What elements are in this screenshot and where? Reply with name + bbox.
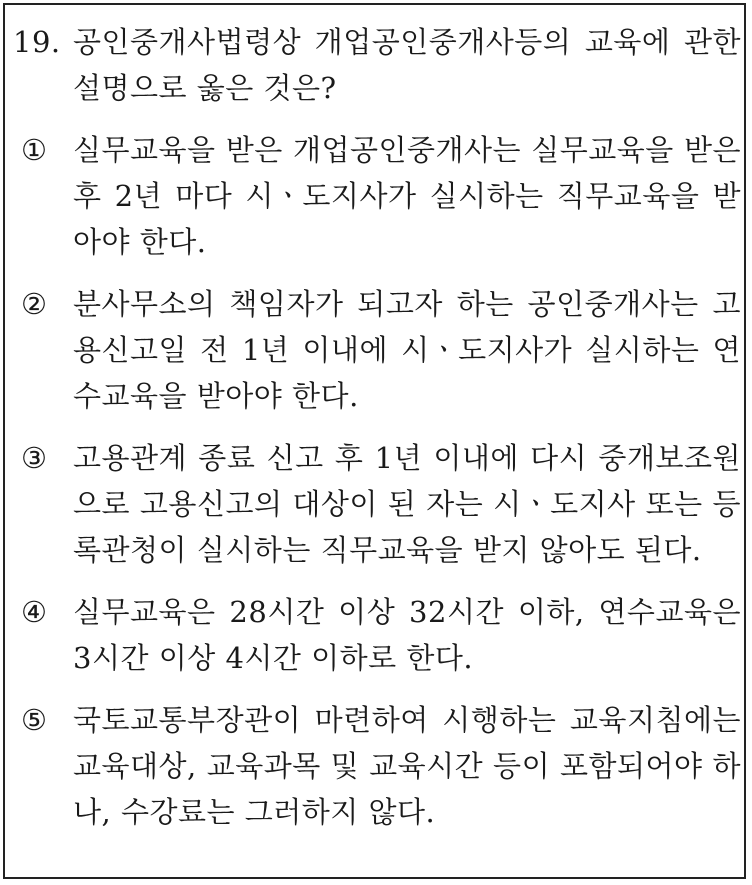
option-4[interactable] — [13, 589, 741, 681]
option-marker: ① — [21, 133, 48, 167]
question-stem — [13, 19, 741, 111]
option-text: 국토교통부장관이 마련하여 시행하는 교육지침에는 교육대상, 교육과목 및 교육시간 등이 포함되어야 하나, 수강료는 그러하지 않다. — [73, 703, 741, 829]
option-text: 분사무소의 책임자가 되고자 하는 공인중개사는 고용신고일 전 1년 이내에 시ㆍ도지사가 실시하는 연수교육을 받아야 한다. — [73, 287, 741, 413]
option-marker: ② — [21, 287, 48, 321]
option-3[interactable] — [13, 435, 741, 573]
question-frame — [3, 3, 746, 879]
option-marker: ③ — [21, 441, 48, 475]
option-marker: ④ — [21, 595, 48, 629]
option-text: 실무교육은 28시간 이상 32시간 이하, 연수교육은 3시간 이상 4시간 이하로 한다. — [73, 595, 741, 675]
question-text: 공인중개사법령상 개업공인중개사등의 교육에 관한 설명으로 옳은 것은? — [73, 25, 741, 105]
option-marker: ⑤ — [21, 703, 48, 737]
option-5[interactable] — [13, 697, 741, 835]
question-number: 19. — [13, 25, 61, 59]
option-2[interactable] — [13, 281, 741, 419]
question-content — [13, 19, 741, 851]
option-text: 실무교육을 받은 개업공인중개사는 실무교육을 받은 후 2년 마다 시ㆍ도지사가 실시하는 직무교육을 받아야 한다. — [73, 133, 741, 259]
option-1[interactable] — [13, 127, 741, 265]
option-text: 고용관계 종료 신고 후 1년 이내에 다시 중개보조원으로 고용신고의 대상이 된 자는 시ㆍ도지사 또는 등록관청이 실시하는 직무교육을 받지 않아도 된다. — [73, 441, 741, 567]
